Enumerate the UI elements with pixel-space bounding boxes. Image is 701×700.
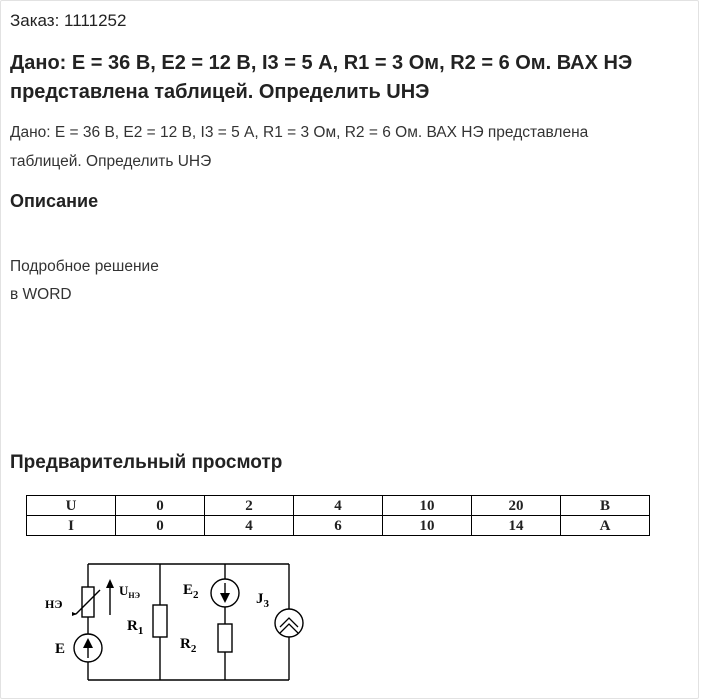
circuit-diagram [39,557,319,691]
arrow-e-icon [83,638,93,648]
label-ne: НЭ [45,597,63,611]
table-cell: 10 [383,516,472,536]
arrow-e2-icon [220,593,230,603]
label-j3: $J_3$ [256,591,269,610]
arrow-u-icon [106,579,114,588]
table-cell: 6 [294,516,383,536]
table-cell: В [561,496,650,516]
page-title: Дано: E = 36 В, E2 = 12 В, I3 = 5 А, R1 = 3 Ом, R2 = 6 Ом. ВАХ НЭ представлена таблицей. Определить UНЭ [10,52,633,103]
nonlinear-slash [76,590,100,614]
description-line: в WORD [10,286,72,303]
table-row [27,516,650,536]
preview-heading: Предварительный просмотр [10,452,283,473]
table-cell: 20 [472,496,561,516]
label-e: E [55,641,66,657]
table-cell: 2 [205,496,294,516]
resistor-r2 [218,624,232,652]
description-body [10,253,310,309]
slash-tip-icon [72,612,77,616]
table-cell: 0 [116,496,205,516]
description-line: Подробное решение [10,258,159,275]
description-heading: Описание [10,191,99,211]
label-r1: $R_1$ [127,618,144,637]
vax-table [26,495,650,536]
table-cell: I [27,516,116,536]
table-row [27,496,650,516]
table-cell: 4 [205,516,294,536]
current-source-j3 [275,609,303,637]
order-number: Заказ: 1111252 [10,11,127,30]
table-cell: А [561,516,650,536]
label-e2: $E_2$ [183,582,199,601]
table-cell: 10 [383,496,472,516]
table-cell: 0 [116,516,205,536]
short-description: Дано: E = 36 В, E2 = 12 В, I3 = 5 А, R1 = 3 Ом, R2 = 6 Ом. ВАХ НЭ представлена таблицей. Определить UНЭ [10,124,589,170]
label-u: $U_{НЭ}$ [119,583,141,600]
table-cell: 4 [294,496,383,516]
resistor-r1 [153,605,167,637]
table-cell: 14 [472,516,561,536]
table-cell: U [27,496,116,516]
label-r2: $R_2$ [180,636,197,655]
